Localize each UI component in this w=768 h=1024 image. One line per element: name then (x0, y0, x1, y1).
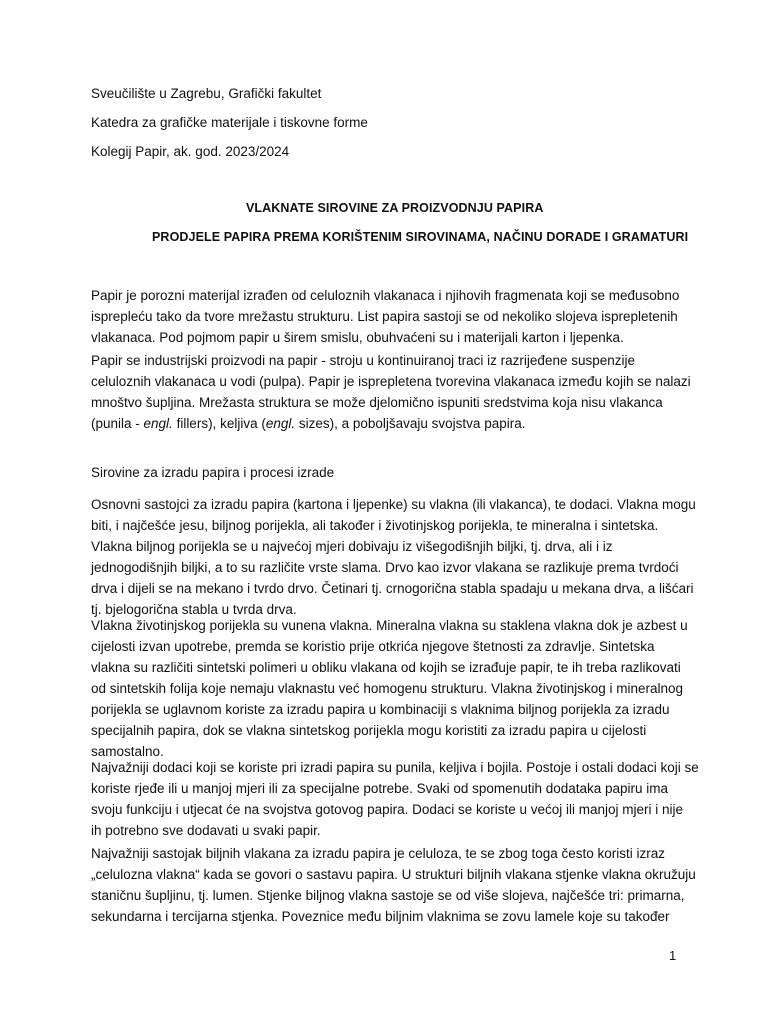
text-line: isprepleću tako da tvore mrežastu strukturu. List papira sastoji se od nekoliko slojeva isprepletenih (91, 309, 678, 324)
document-title: VLAKNATE SIROVINE ZA PROIZVODNJU PAPIRA (246, 201, 544, 215)
text-line: Papir se industrijski proizvodi na papir - stroju u kontinuiranoj traci iz razrijeđene suspenzije (91, 353, 636, 368)
text-line: celuloznih vlakanaca u vodi (pulpa). Papir je isprepletena tvorevina vlakanaca između kojih se nalazi (91, 374, 691, 389)
paragraph-raw-materials (91, 494, 711, 620)
text-line: mnoštvo šupljina. Mrežasta struktura se može djelomično ispuniti sredstvima koja nisu vlakanca (91, 395, 663, 410)
text-line: sekundarna i tercijarna stjenka. Poveznice među biljnim vlaknima se zovu lamele koje su također (91, 909, 670, 924)
paragraph-intro (91, 285, 711, 348)
paragraph-cellulose (91, 843, 711, 927)
text-line: koriste rjeđe ili u manjoj mjeri ili za specijalne potrebe. Svaki od spomenutih dodataka papiru ima (91, 781, 669, 796)
text-line: jednogodišnjih biljki, a to su različite vrste slama. Drvo kao izvor vlakana se razlikuje prema tvrdoći (91, 560, 679, 575)
text-line: „celulozna vlakna“ kada se govori o sastavu papira. U strukturi biljnih vlakana stjenke vlakna okružuju (91, 867, 696, 882)
text-line: Papir je porozni materijal izrađen od celuloznih vlakanaca i njihovih fragmenata koji se međusobno (91, 288, 680, 303)
text-fragment: fillers), keljiva ( (172, 416, 266, 431)
section-heading: Sirovine za izradu papira i procesi izrade (91, 465, 335, 480)
text-line: Najvažniji sastojak biljnih vlakana za izradu papira je celuloza, te se zbog toga često koristi izraz (91, 846, 666, 861)
text-line (91, 413, 711, 434)
text-line: biti, i najčešće jesu, biljnog porijekla, ali također i životinjskog porijekla, te mineralna i sintetska. (91, 518, 659, 533)
header-university: Sveučilište u Zagrebu, Grafički fakultet (91, 86, 322, 101)
document-subtitle: PRODJELE PAPIRA PREMA KORIŠTENIM SIROVINAMA, NAČINU DORADE I GRAMATURI (152, 230, 689, 244)
header-course: Kolegij Papir, ak. god. 2023/2024 (91, 144, 290, 159)
text-line: drva i dijeli se na mekano i tvrdo drvo. Četinari tj. crnogorična stabla spadaju u mekana drva, a lišćari (91, 581, 694, 596)
text-line: specijalnih papira, dok se vlakna sintetskog porijekla mogu koristiti za izradu papira u cijelosti (91, 723, 647, 738)
text-line: staničnu šupljinu, tj. lumen. Stjenke biljnog vlakna sastoje se od više slojeva, najčešće tri: primarna, (91, 888, 685, 903)
text-line: samostalno. (91, 744, 164, 759)
text-line: ih potrebno sve dodavati u svaki papir. (91, 823, 321, 838)
text-line: vlakanaca. Pod pojmom papir u širem smislu, obuhvaćeni su i materijali karton i ljepenka. (91, 330, 624, 345)
text-line: Vlakna životinjskog porijekla su vunena vlakna. Mineralna vlakna su staklena vlakna dok je azbest u (91, 618, 688, 633)
text-line: svoju funkciju i utjecat će na svojstva gotovog papira. Dodaci se koriste u većoj ili manjoj mjeri i nije (91, 802, 684, 817)
italic-engl: engl. (265, 416, 296, 431)
paragraph-fiber-types (91, 615, 711, 762)
text-line: od sintetskih folija koje nemaju vlaknastu već homogenu strukturu. Vlakna životinjskog i mineralnog (91, 681, 684, 696)
text-line: vlakna su različiti sintetski polimeri u obliku vlakana od kojih se izrađuje papir, te ih treba razlikovati (91, 660, 681, 675)
page-number: 1 (669, 948, 677, 963)
paragraph-production (91, 350, 711, 434)
paragraph-additives (91, 757, 711, 841)
text-fragment: sizes), a poboljšavaju svojstva papira. (295, 416, 526, 431)
text-line: tj. bjelogorična stabla u tvrda drva. (91, 602, 297, 617)
italic-engl: engl. (143, 416, 173, 431)
text-line: cijelosti izvan upotrebe, premda se koristio prije otkrića njegove štetnosti za zdravlje. Sintetska (91, 639, 655, 654)
text-fragment: (punila - (91, 416, 144, 431)
text-line: porijekla se uglavnom koriste za izradu papira u kombinaciji s vlaknima biljnog porijekla za izradu (91, 702, 670, 717)
header-department: Katedra za grafičke materijale i tiskovne forme (91, 115, 368, 130)
text-line: Osnovni sastojci za izradu papira (kartona i ljepenke) su vlakna (ili vlakanca), te dodaci. Vlakna mogu (91, 497, 696, 512)
text-line: Najvažniji dodaci koji se koriste pri izradi papira su punila, keljiva i bojila. Postoje i ostali dodaci koji se (91, 760, 699, 775)
text-line: Vlakna biljnog porijekla se u najvećoj mjeri dobivaju iz višegodišnjih biljki, tj. drva, ali i iz (91, 539, 613, 554)
